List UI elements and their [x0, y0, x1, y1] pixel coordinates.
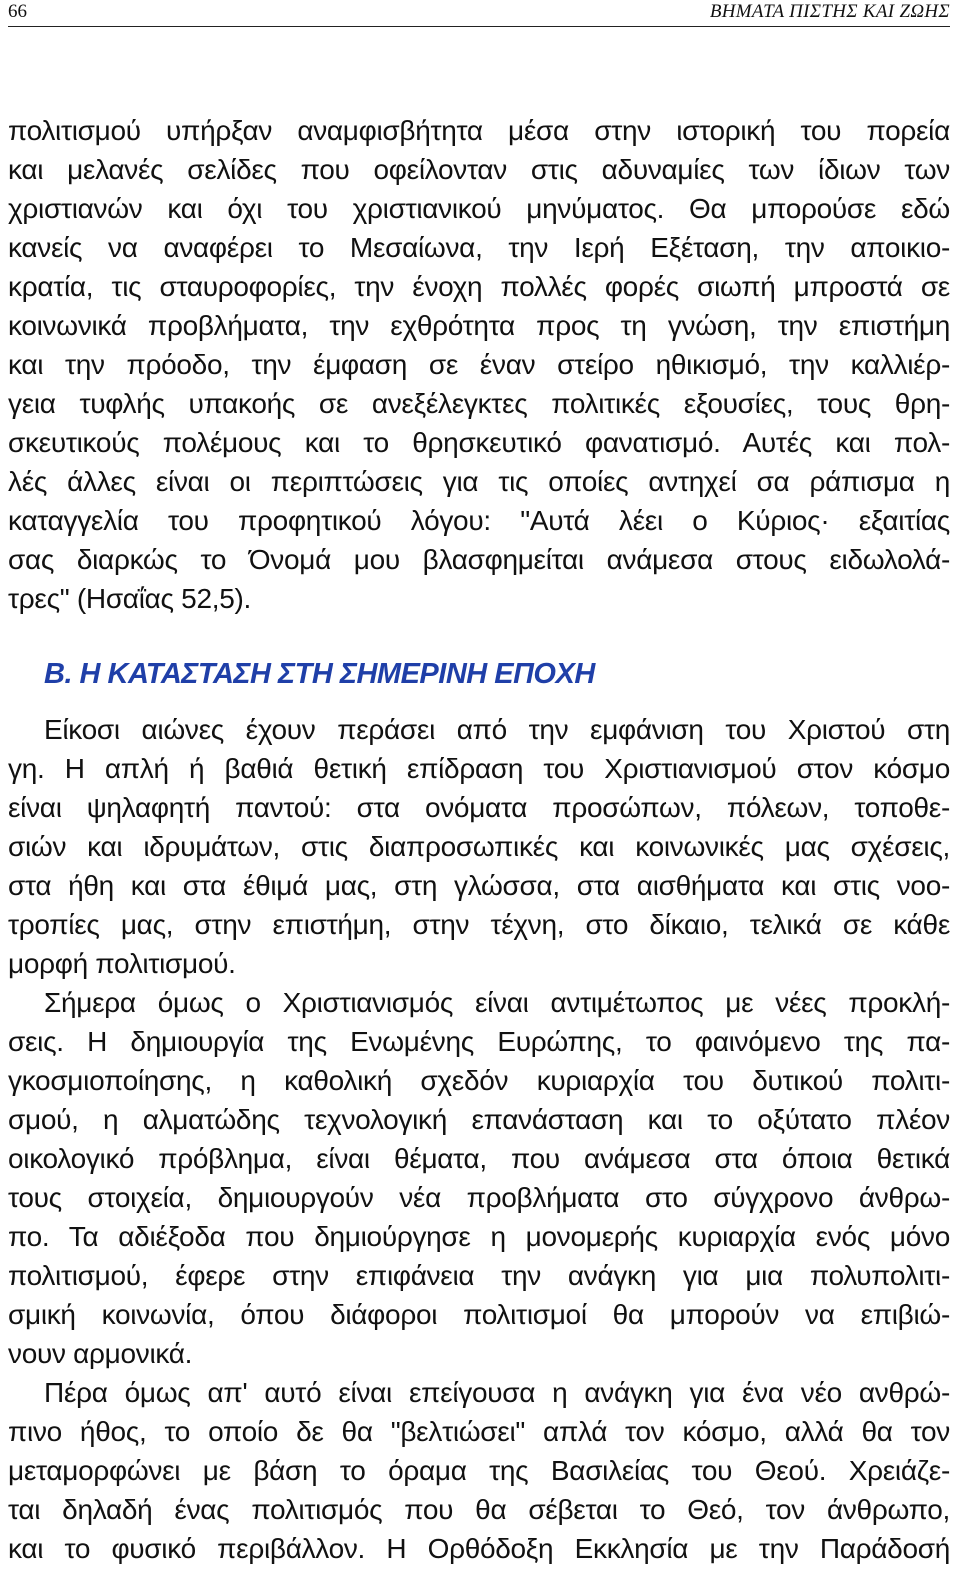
text-line: καταγγελία του προφητικού λόγου: "Αυτά λέει ο Κύριος· εξαιτίας [8, 505, 950, 536]
text-line: πινο ήθος, το οποίο δε θα "βελτιώσει" απλά τον κόσμο, αλλά θα τον [8, 1416, 950, 1447]
text-line: σεις. Η δημιουργία της Ενωμένης Ευρώπης, το φαινόμενο της πα- [8, 1026, 950, 1057]
text-line: λές άλλες είναι οι περιπτώσεις για τις οποίες αντηχεί σα ράπισμα η [8, 466, 950, 497]
text-line: σας διαρκώς το Όνομά μου βλασφημείται ανάμεσα στους ειδωλολά- [8, 544, 950, 575]
text-line: σμού, η αλματώδης τεχνολογική επανάσταση και το οξύτατο πλέον [8, 1104, 950, 1135]
text-line: πο. Τα αδιέξοδα που δημιούργησε η μονομερής κυριαρχία ενός μόνο [8, 1221, 950, 1252]
text-line: σιών και ιδρυμάτων, στις διαπροσωπικές και κοινωνικές μας σχέσεις, [8, 831, 950, 862]
text-line: οικολογικό πρόβλημα, είναι θέματα, που ανάμεσα στα όποια θετικά [8, 1143, 950, 1174]
text-line: γκοσμιοποίησης, η καθολική σχεδόν κυριαρχία του δυτικού πολιτι- [8, 1065, 950, 1096]
text-line: χριστιανών και όχι του χριστιανικού μηνύματος. Θα μπορούσε εδώ [8, 193, 950, 224]
text-line: κρατία, τις σταυροφορίες, την ένοχη πολλές φορές σιωπή μπροστά σε [8, 271, 950, 302]
text-line: γη. Η απλή ή βαθιά θετική επίδραση του Χριστιανισμού στον κόσμο [8, 753, 950, 784]
text-line: κοινωνικά προβλήματα, την εχθρότητα προς τη γνώση, την επιστήμη [8, 310, 950, 341]
text-line: τους στοιχεία, δημιουργούν νέα προβλήματα στο σύγχρονο άνθρω- [8, 1182, 950, 1213]
text-line: μεταμορφώνει με βάση το όραμα της Βασιλείας του Θεού. Χρειάζε- [8, 1455, 950, 1486]
text-line: σκευτικούς πολέμους και το θρησκευτικό φανατισμό. Αυτές και πολ- [8, 427, 950, 458]
text-line: πολιτισμού υπήρξαν αναμφισβήτητα μέσα στην ιστορική του πορεία [8, 115, 950, 146]
text-line: Σήμερα όμως ο Χριστιανισμός είναι αντιμέτωπος με νέες προκλή- [44, 987, 950, 1018]
paragraph-4 [8, 1373, 950, 1568]
page-number: 66 [8, 1, 27, 22]
text-line: ται δηλαδή ένας πολιτισμός που θα σέβεται το Θεό, τον άνθρωπο, [8, 1494, 950, 1525]
text-line: είναι ψηλαφητή παντού: στα ονόματα προσώπων, πόλεων, τοποθε- [8, 792, 950, 823]
text-line: τροπίες μας, στην επιστήμη, στην τέχνη, στο δίκαιο, τελικά σε κάθε [8, 909, 950, 940]
paragraph-1 [8, 111, 950, 618]
text-line: και το φυσικό περιβάλλον. Η Ορθόδοξη Εκκλησία με την Παράδοσή [8, 1533, 950, 1564]
paragraph-2 [8, 710, 950, 983]
text-line: κανείς να αναφέρει το Μεσαίωνα, την Ιερή Εξέταση, την αποικιο- [8, 232, 950, 263]
page-header [8, 0, 950, 27]
text-line: πολιτισμού, έφερε στην επιφάνεια την ανάγκη για μια πολυπολιτι- [8, 1260, 950, 1291]
text-line: Είκοσι αιώνες έχουν περάσει από την εμφάνιση του Χριστού στη [44, 714, 950, 745]
text-line: τρες" (Ησαΐας 52,5). [8, 583, 251, 614]
text-line: στα ήθη και στα έθιμά μας, στη γλώσσα, στα αισθήματα και στις νοο- [8, 870, 950, 901]
running-title: ΒΗΜΑΤΑ ΠΙΣΤΗΣ ΚΑΙ ΖΩΗΣ [709, 1, 950, 22]
text-line: και την πρόοδο, την έμφαση σε έναν στείρο ηθικισμό, την καλλιέρ- [8, 349, 950, 380]
section-heading: Β. Η ΚΑΤΑΣΤΑΣΗ ΣΤΗ ΣΗΜΕΡΙΝΗ ΕΠΟΧΗ [44, 658, 595, 690]
text-line: και μελανές σελίδες που οφείλονταν στις αδυναμίες των ίδιων των [8, 154, 950, 185]
text-line: σμική κοινωνία, όπου διάφοροι πολιτισμοί θα μπορούν να επιβιώ- [8, 1299, 950, 1330]
text-line: μορφή πολιτισμού. [8, 948, 236, 979]
text-line: γεια τυφλής υπακοής σε ανεξέλεγκτες πολιτικές εξουσίες, τους θρη- [8, 388, 950, 419]
paragraph-3 [8, 983, 950, 1373]
text-line: Πέρα όμως απ' αυτό είναι επείγουσα η ανάγκη για ένα νέο ανθρώ- [44, 1377, 950, 1408]
text-line: νουν αρμονικά. [8, 1338, 193, 1369]
